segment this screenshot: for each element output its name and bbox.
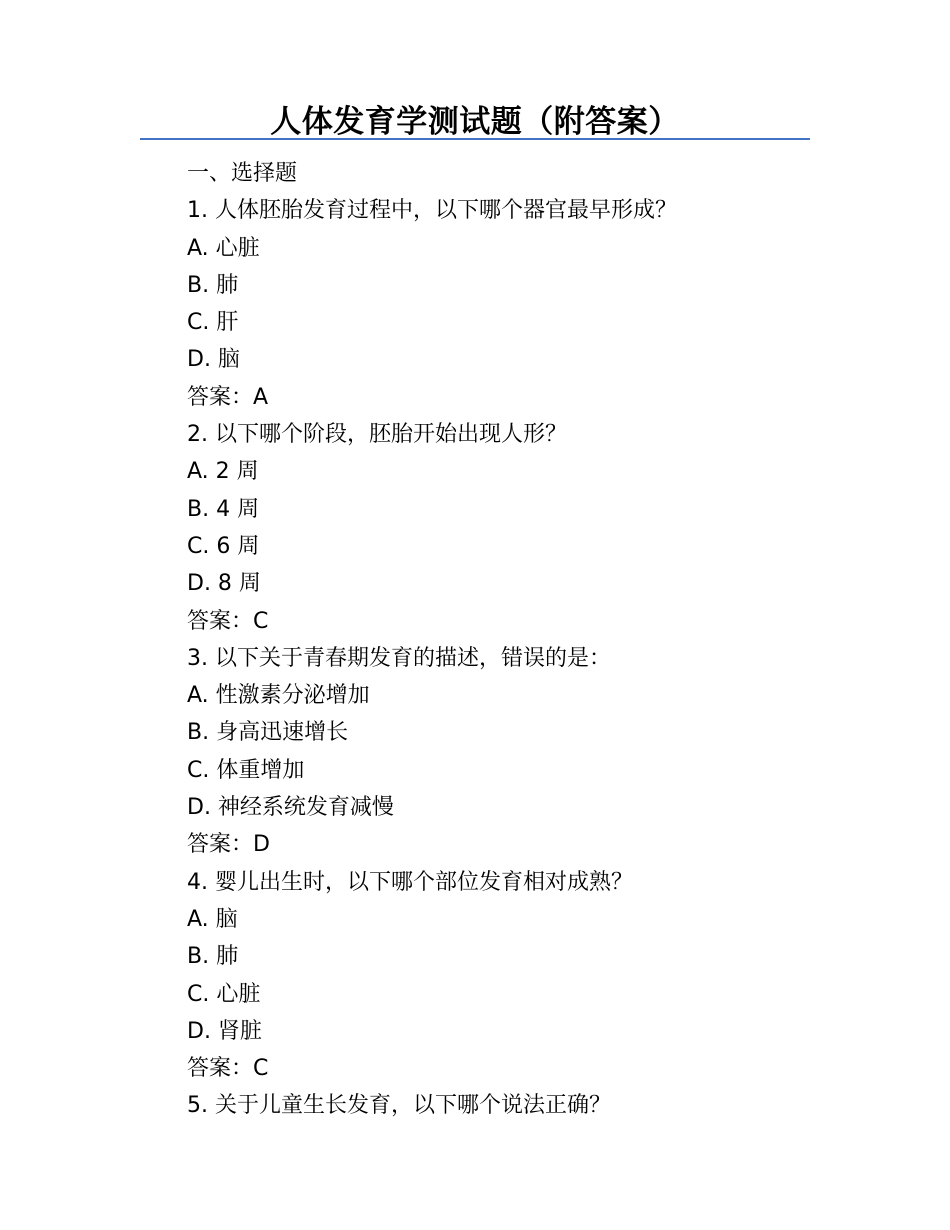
question-answer: 答案：D [187, 832, 270, 858]
document-body [187, 155, 807, 1125]
question-answer: 答案：A [187, 384, 269, 410]
question-option: A. 脑 [187, 906, 238, 932]
question-option: B. 肺 [187, 944, 239, 970]
question-option: B. 肺 [187, 272, 239, 298]
question-option: D. 脑 [187, 347, 240, 373]
question-option: D. 8 周 [187, 571, 261, 597]
section-heading: 一、选择题 [187, 161, 298, 186]
question-option: A. 性激素分泌增加 [187, 683, 370, 709]
question-option: C. 6 周 [187, 533, 260, 559]
question-answer: 答案：C [187, 1056, 269, 1082]
question-stem: 4. 婴儿出生时，以下哪个部位发育相对成熟？ [187, 869, 633, 895]
question-stem: 5. 关于儿童生长发育，以下哪个说法正确？ [187, 1093, 611, 1119]
question-option: C. 心脏 [187, 981, 261, 1007]
question-option: A. 心脏 [187, 235, 260, 261]
question-option: A. 2 周 [187, 459, 259, 485]
question-stem: 2. 以下哪个阶段，胚胎开始出现人形？ [187, 422, 567, 448]
document-title: 人体发育学测试题（附答案） [270, 104, 680, 140]
question-option: C. 肝 [187, 310, 239, 336]
question-option: B. 4 周 [187, 496, 260, 522]
question-option: B. 身高迅速增长 [187, 720, 349, 746]
question-stem: 3. 以下关于青春期发育的描述，错误的是： [187, 645, 611, 671]
question-answer: 答案：C [187, 608, 269, 634]
question-stem: 1. 人体胚胎发育过程中，以下哪个器官最早形成？ [187, 198, 677, 224]
question-option: C. 体重增加 [187, 757, 305, 783]
question-option: D. 神经系统发育减慢 [187, 795, 394, 821]
question-option: D. 肾脏 [187, 1018, 262, 1044]
title-underline [140, 138, 810, 140]
